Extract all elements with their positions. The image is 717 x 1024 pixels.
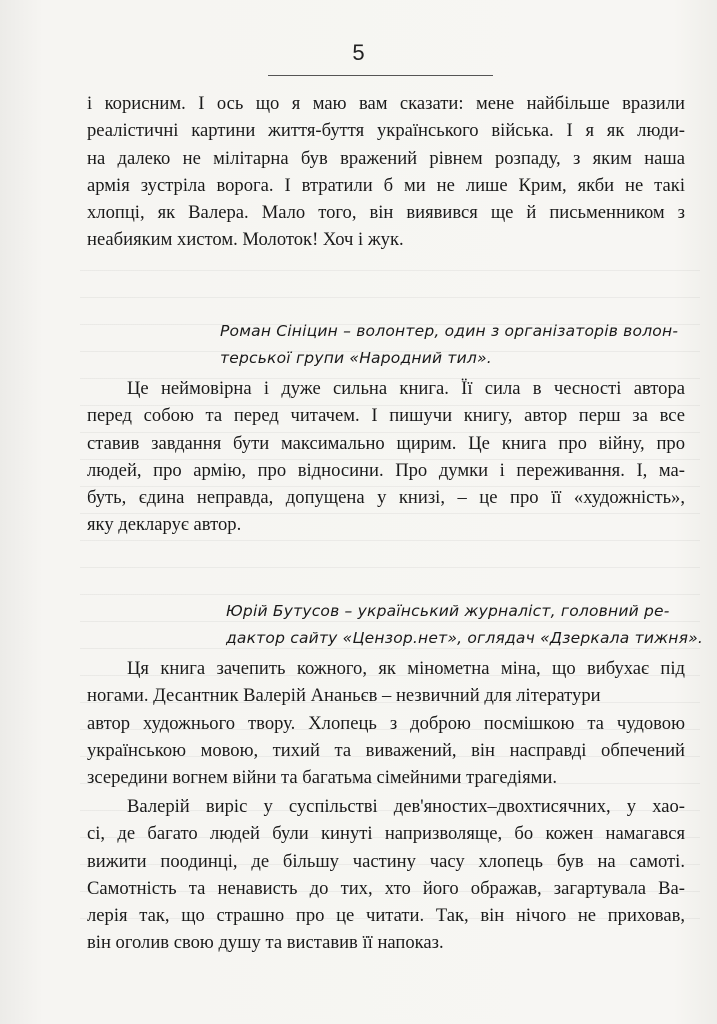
text-line: автор художнього твору. Хлопець з доброю посмішкою та чудовою <box>87 712 685 734</box>
text-line: яку декларує автор. <box>87 514 242 536</box>
text-line: неабияким хистом. Молоток! Хоч і жук. <box>87 229 404 251</box>
text-line: хлопці, як Валера. Мало того, він виявився ще й письменником з <box>87 202 685 224</box>
text-line: реалістичні картини життя-буття українського війська. І я як люди- <box>87 120 685 142</box>
text-line: і корисним. І ось що я маю вам сказати: мене найбільше вразили <box>87 93 685 114</box>
paragraph-butusov-review <box>87 655 685 791</box>
text-line: ногами. Десантник Валерій Ананьєв – незвичний для літератури <box>87 685 601 707</box>
header-rule <box>268 75 493 76</box>
attribution-sinitsyn <box>220 318 678 372</box>
attribution-line: Роман Сініцин – волонтер, один з організаторів волон- <box>220 322 679 340</box>
text-line: ставив завдання бути максимально щирим. Це книга про війну, про <box>87 432 685 454</box>
attribution-line: Юрій Бутусов – український журналіст, головний ре- <box>226 602 670 620</box>
text-line: зсередини вогнем війни та багатьма сімейними трагедіями. <box>87 767 557 789</box>
attribution-line: терської групи «Народний тил». <box>220 349 492 367</box>
text-line: вижити поодинці, де більшу частину часу хлопець був на самоті. <box>87 850 685 872</box>
paragraph-sinitsyn-review <box>87 375 685 539</box>
text-line: Самотність та ненависть до тих, хто його ображав, загартувала Ва- <box>87 877 685 899</box>
text-line: Валерій виріс у суспільстві дев'яностих–двохтисячних, у хао- <box>127 796 685 817</box>
text-line: перед собою та перед читачем. І пишучи книгу, автор перш за все <box>87 405 685 427</box>
paragraph-intro-continuation <box>87 90 685 254</box>
text-line: людей, про армію, про відносини. Про думки і переживання. І, ма- <box>87 459 685 481</box>
text-line: лерія так, що страшно про це читати. Так, він нічого не приховав, <box>87 905 685 927</box>
text-line: українською мовою, тихий та виважений, він насправді обпечений <box>87 739 685 761</box>
attribution-butusov <box>226 598 703 652</box>
text-line: сі, де багато людей були кинуті напризволяще, бо кожен намагався <box>87 823 685 845</box>
text-line: він оголив свою душу та виставив її напоказ. <box>87 932 444 954</box>
paragraph-butusov-review-continued <box>87 793 685 957</box>
text-line: Ця книга зачепить кожного, як мінометна міна, що вибухає під <box>127 658 685 679</box>
text-line: Це неймовірна і дуже сильна книга. Її сила в чесності автора <box>127 378 685 399</box>
text-line: армія зустріла ворога. І втратили б ми не лише Крим, якби не такі <box>87 174 685 196</box>
attribution-line: дактор сайту «Цензор.нет», оглядач «Дзеркала тижня». <box>226 629 704 647</box>
text-line: на далеко не мілітарна був вражений рівнем розпаду, з яким наша <box>87 147 685 169</box>
page-number: 5 <box>352 40 365 65</box>
text-line: буть, єдина неправда, допущена у книзі, – це про її «художність», <box>87 487 685 509</box>
